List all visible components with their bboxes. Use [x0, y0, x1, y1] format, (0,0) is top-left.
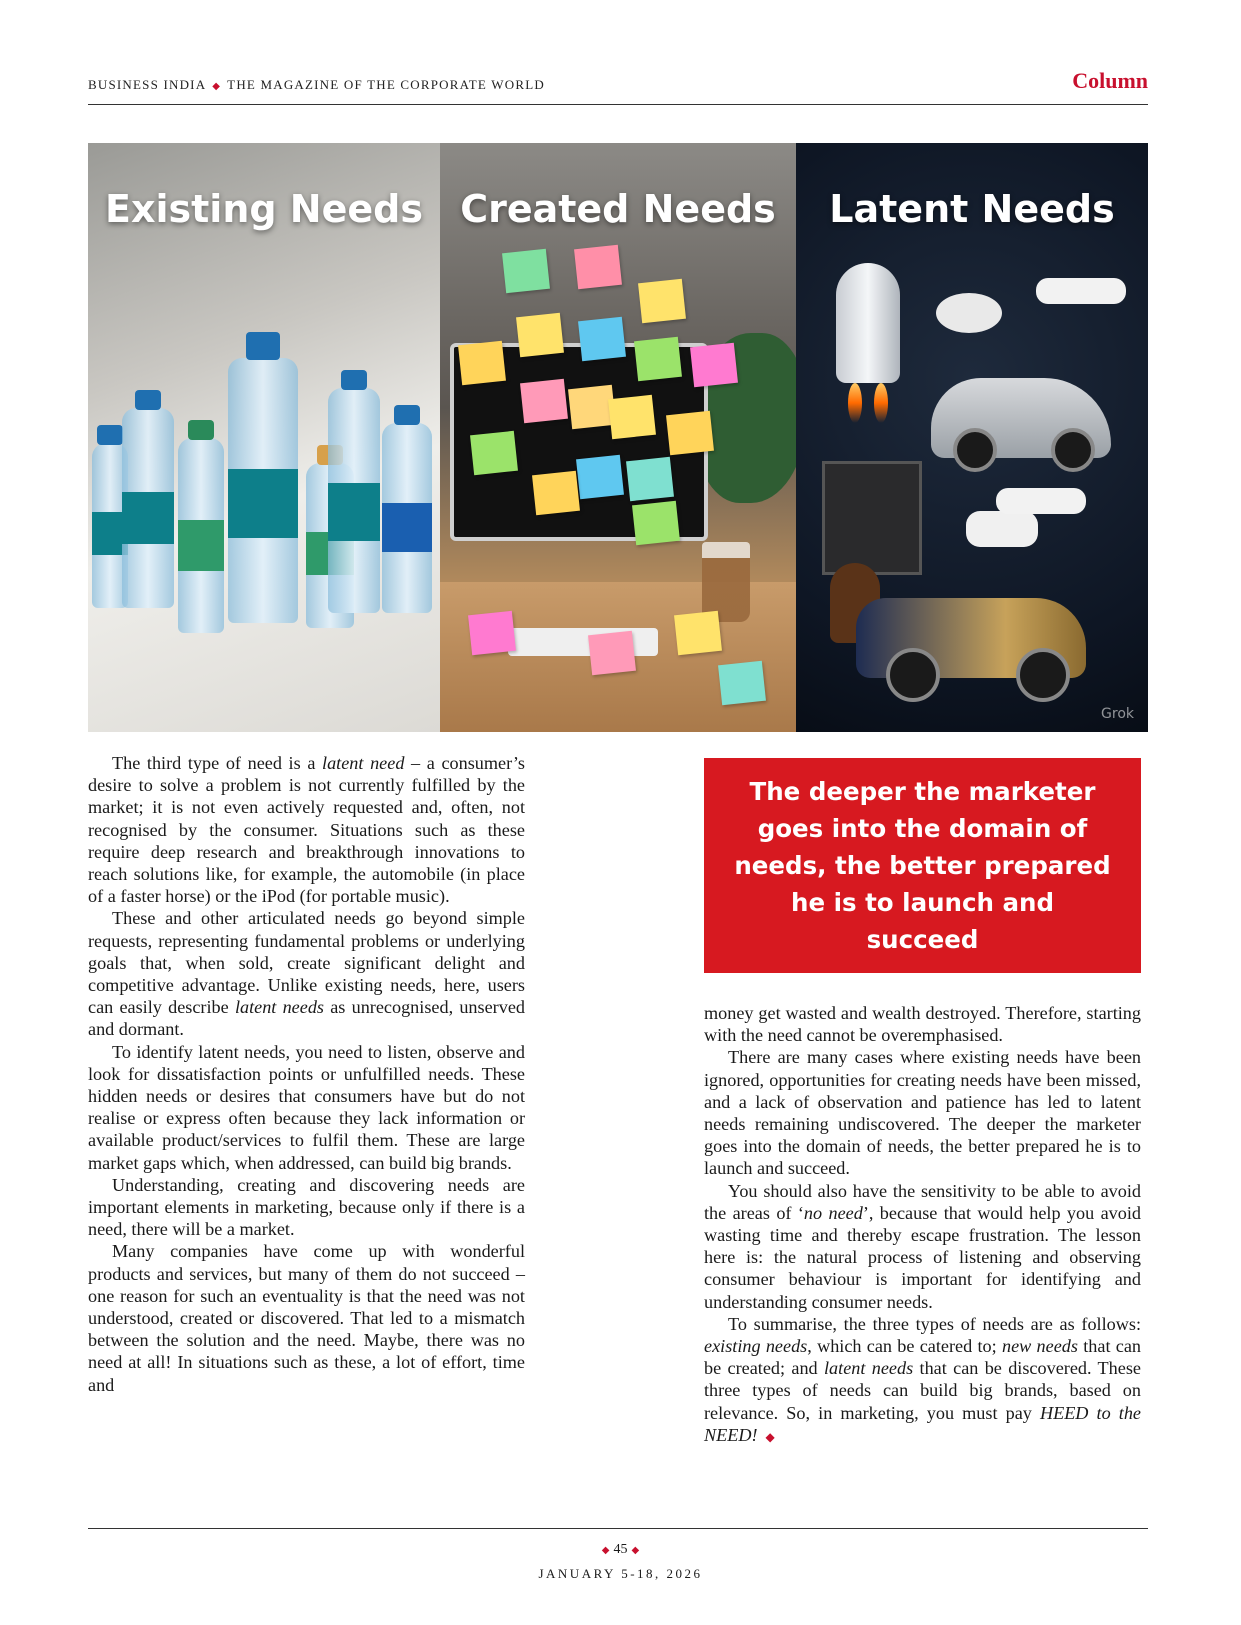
keyboard-image [508, 628, 658, 656]
emphasis-text: latent need [322, 753, 405, 773]
water-bottle-image [382, 423, 432, 613]
continued-paragraph: money get wasted and wealth destroyed. Therefore, starting with the need cannot be overemphasised. [704, 1003, 1141, 1046]
robot-vacuum-image [936, 293, 1002, 333]
sticky-note [574, 245, 622, 289]
running-head [88, 77, 545, 93]
rocket-flame [848, 383, 862, 423]
latent-needs-title: Latent Needs [829, 187, 1115, 231]
pull-quote [704, 758, 1141, 973]
left-column [88, 752, 525, 1396]
water-bottle-image [178, 438, 224, 633]
sticky-note [718, 661, 766, 705]
3d-printer-image [822, 461, 922, 575]
hero-illustration [88, 143, 1148, 732]
body-paragraph: There are many cases where existing needs have been ignored, opportunities for creating needs have been missed, and a lack of observation and patience has led to latent needs remaining undiscovered. The deeper the marketer goes into the domain of needs, the better prepared he is to launch and succeed. [704, 1047, 1141, 1179]
sticky-note [516, 313, 564, 357]
right-column-paragraphs [704, 1046, 1141, 1448]
vr-headset-image [966, 511, 1038, 547]
sticky-note [502, 249, 550, 293]
section-label: Column [1072, 68, 1148, 93]
body-paragraph: The third type of need is a latent need – a consumer’s desire to solve a problem is not currently fulfilled by the market; it is not even actively requested and, often, not recognised by the consumer. Situations such as these require deep research and breakthrough innovations to reach solutions like, for example, the automobile (in place of a faster horse) or the iPod (for portable music). [88, 753, 525, 907]
emphasis-text: latent needs [234, 997, 324, 1018]
sticky-note [458, 341, 506, 385]
body-paragraph: Many companies have come up with wonderful products and services, but many of them do not succeed – one reason for such an eventuality is that the need was not understood, created or discovered. That led to a mismatch between the solution and the need. Maybe, there was no need at all! In situations such as these, a lot of effort, time and [88, 1241, 525, 1395]
publication-name: BUSINESS INDIA [88, 77, 207, 92]
page-header [88, 70, 1148, 105]
vintage-car-image [856, 598, 1086, 678]
created-needs-title: Created Needs [460, 187, 776, 231]
sticky-note [608, 395, 656, 439]
drone-image [996, 488, 1086, 514]
sticky-note [470, 431, 518, 475]
sticky-note [532, 471, 580, 515]
electric-car-image [931, 378, 1111, 458]
diamond-icon: ◆ [601, 1545, 610, 1556]
sticky-note [588, 631, 636, 675]
emphasis-text: no need [803, 1202, 863, 1223]
pull-quote-text: The deeper the marketer goes into the domain of needs, the better prepared he is to launch and succeed [734, 777, 1111, 954]
emphasis-text: HEED to the NEED! [704, 1402, 1141, 1445]
end-mark-icon: ◆ [765, 1429, 775, 1444]
drone-image [1036, 278, 1126, 304]
created-needs-panel [440, 143, 796, 732]
sticky-note [632, 501, 680, 545]
body-paragraph: Understanding, creating and discovering needs are important elements in marketing, because only if there is a need, there will be a market. [88, 1174, 525, 1240]
sticky-note [634, 337, 682, 381]
existing-needs-title: Existing Needs [105, 187, 423, 231]
issue-date: JANUARY 5-18, 2026 [538, 1566, 703, 1581]
rocket-flame [874, 383, 888, 423]
sticky-note [690, 343, 738, 387]
image-watermark: Grok [1101, 706, 1134, 722]
right-column [704, 1002, 1141, 1448]
body-paragraph: These and other articulated needs go beyond simple requests, representing fundamental problems or underlying goals that, when sold, create significant delight and competitive advantage. Unlike existing needs, here, users can easily describe latent needs as unrecognised, unserved and dormant. [88, 908, 525, 1040]
rocket-image [836, 263, 900, 383]
body-paragraph: You should also have the sensitivity to be able to avoid the areas of ‘no need’, because that would help you avoid wasting time and thereby escape frustration. The lesson here is: the natural process of listening and observing consumer behaviour is important for identifying and understanding consumer needs. [704, 1180, 1141, 1312]
sticky-note [666, 411, 714, 455]
publication-tagline: THE MAGAZINE OF THE CORPORATE WORLD [227, 77, 545, 92]
emphasis-text: existing needs [704, 1336, 808, 1357]
sticky-note [576, 455, 624, 499]
water-bottle-image [122, 408, 174, 608]
sticky-note [638, 279, 686, 323]
page-number [0, 1542, 1241, 1558]
sticky-note [578, 317, 626, 361]
sticky-note [520, 379, 568, 423]
water-bottle-image [328, 388, 380, 613]
existing-needs-panel [88, 143, 440, 732]
diamond-icon: ◆ [631, 1545, 640, 1556]
body-paragraph: To identify latent needs, you need to listen, observe and look for dissatisfaction points or unfulfilled needs. These hidden needs or desires that consumers have but do not realise or express often because they lack information or available product/services to fulfil them. These are large market gaps which, when addressed, can build big brands. [88, 1041, 525, 1173]
body-paragraph: To summarise, the three types of needs are as follows: existing needs, which can be catered to; new needs that can be created; and latent needs that can be discovered. These three types of needs can build big brands, based on relevance. So, in marketing, you must pay HEED to the NEED! ◆ [704, 1313, 1142, 1445]
sticky-note [468, 611, 516, 655]
footer-rule [88, 1528, 1148, 1529]
sticky-note [674, 611, 722, 655]
emphasis-text: new needs [1001, 1336, 1078, 1357]
page-number-value: 45 [613, 1542, 628, 1557]
coffee-cup-image [702, 542, 750, 622]
diamond-icon: ◆ [212, 81, 222, 92]
water-bottle-image [228, 358, 298, 623]
latent-needs-panel [796, 143, 1148, 732]
sticky-note [626, 457, 674, 501]
emphasis-text: latent needs [824, 1358, 914, 1379]
